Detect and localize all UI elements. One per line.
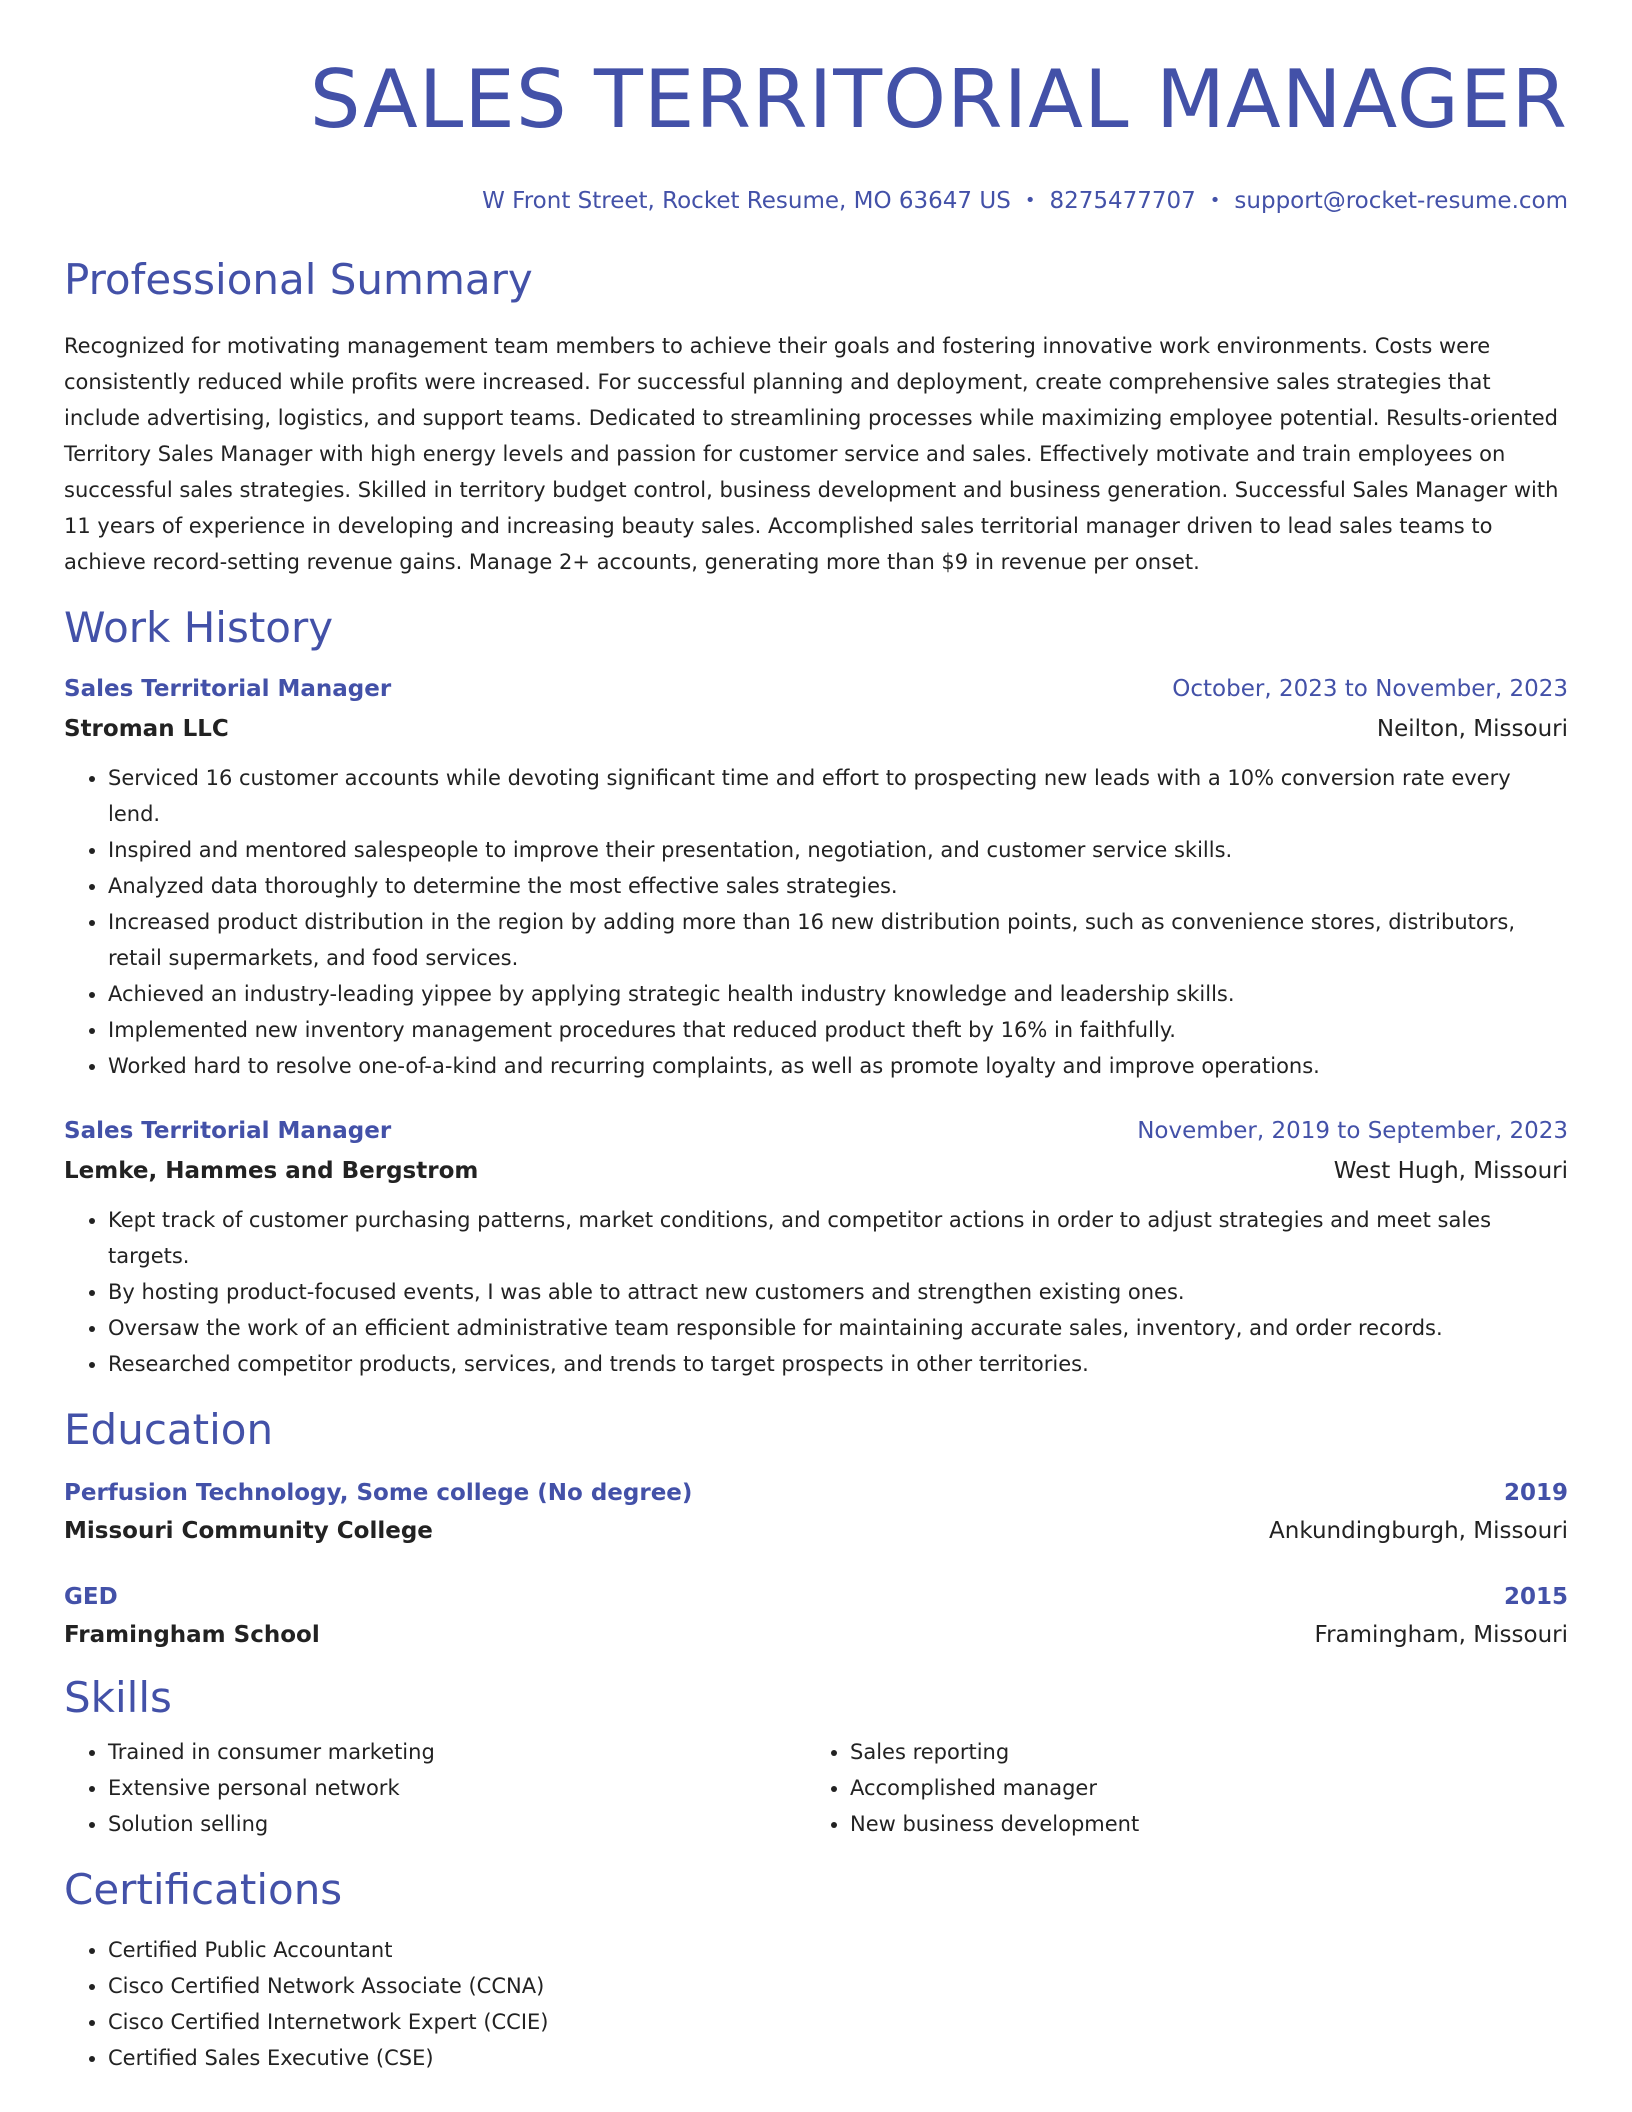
job-title: Sales Territorial Manager [64,1118,392,1144]
skills-column-right [806,1734,1548,1842]
skill-item: • Solution selling [108,1806,806,1842]
job-company: Stroman LLC [64,716,229,742]
certifications-list [64,1932,1568,2076]
skills-column-left [64,1734,806,1842]
contact-line [64,186,1568,216]
skill-item: • Sales reporting [850,1734,1548,1770]
education-school: Missouri Community College [64,1518,433,1544]
job-bullet: • Oversaw the work of an efficient administrative team responsible for maintaining accurate sales, inventory, and order records. [108,1310,1568,1346]
job-dates: October, 2023 to November, 2023 [1172,676,1568,702]
education-location: Framingham, Missouri [1314,1622,1568,1648]
resume-name: SALES TERRITORIAL MANAGER [309,53,1568,146]
job-dates: November, 2019 to September, 2023 [1137,1118,1568,1144]
job-company: Lemke, Hammes and Bergstrom [64,1158,479,1184]
education-location: Ankundingburgh, Missouri [1269,1518,1568,1544]
education-year: 2015 [1503,1584,1568,1610]
summary-text: Recognized for motivating management team members to achieve their goals and fostering innovative work environments. Costs were consistently reduced while profits were increased. For successful planning and deployment, create comprehensive sales strategies that include advertising, logistics, and support teams. Dedicated to streamlining processes while maximizing employee potential. Results-oriented Territory Sales Manager with high energy levels and passion for customer service and sales. Effectively motivate and train employees on successful sales strategies. Skilled in territory budget control, business development and business generation. Successful Sales Manager with 11 years of experience in developing and increasing beauty sales. Accomplished sales territorial manager driven to lead sales teams to achieve record-setting revenue gains. Manage 2+ accounts, generating more than $9 in revenue per onset. [64,334,1559,574]
education-entry [64,1478,1568,1546]
education-degree: Perfusion Technology, Some college (No degree) [64,1480,693,1506]
skill-item: • New business development [850,1806,1548,1842]
skills-heading: Skills [64,1673,172,1722]
job-bullet: • By hosting product-focused events, I was able to attract new customers and strengthen existing ones. [108,1274,1568,1310]
job-bullet: • Worked hard to resolve one-of-a-kind and recurring complaints, as well as promote loyalty and improve operations. [108,1048,1568,1084]
contact-separator: • [1024,190,1036,211]
job-bullets [64,1202,1568,1382]
certification-item: • Certified Public Accountant [108,1932,1568,1968]
job-bullet: • Researched competitor products, services, and trends to target prospects in other territories. [108,1346,1568,1382]
certification-item: • Certified Sales Executive (CSE) [108,2040,1568,2076]
education-heading: Education [64,1405,274,1454]
certification-item: • Cisco Certified Network Associate (CCNA) [108,1968,1568,2004]
skill-item: • Trained in consumer marketing [108,1734,806,1770]
certifications-heading: Certifications [64,1865,343,1914]
resume-page [64,0,1568,2076]
education-school: Framingham School [64,1622,320,1648]
job-bullet: • Kept track of customer purchasing patterns, market conditions, and competitor actions in order to adjust strategies and meet sales targets. [108,1202,1568,1274]
job-location: Neilton, Missouri [1376,716,1568,742]
job-location: West Hugh, Missouri [1333,1158,1568,1184]
work-history-heading: Work History [64,603,334,652]
education-year: 2019 [1503,1480,1568,1506]
job-bullets [64,760,1568,1084]
skill-item: • Extensive personal network [108,1770,806,1806]
resume-header [64,0,1568,216]
job-entry [64,674,1568,1084]
job-bullet: • Inspired and mentored salespeople to improve their presentation, negotiation, and customer service skills. [108,832,1568,868]
contact-phone: 8275477707 [1049,188,1196,214]
contact-address: W Front Street, Rocket Resume, MO 63647 US [482,188,1011,214]
contact-separator: • [1209,190,1221,211]
contact-email[interactable]: support@rocket-resume.com [1234,188,1568,214]
job-entry [64,1116,1568,1382]
education-entry [64,1582,1568,1650]
skills-grid [64,1734,1568,1842]
job-title: Sales Territorial Manager [64,676,392,702]
summary-heading: Professional Summary [64,255,533,304]
education-degree: GED [64,1584,118,1610]
skill-item: • Accomplished manager [850,1770,1548,1806]
job-bullet: • Increased product distribution in the region by adding more than 16 new distribution points, such as convenience stores, distributors, retail supermarkets, and food services. [108,904,1568,976]
job-bullet: • Achieved an industry-leading yippee by applying strategic health industry knowledge and leadership skills. [108,976,1568,1012]
job-bullet: • Implemented new inventory management procedures that reduced product theft by 16% in faithfully. [108,1012,1568,1048]
job-bullet: • Serviced 16 customer accounts while devoting significant time and effort to prospecting new leads with a 10% conversion rate every lend. [108,760,1568,832]
job-bullet: • Analyzed data thoroughly to determine the most effective sales strategies. [108,868,1568,904]
certification-item: • Cisco Certified Internetwork Expert (CCIE) [108,2004,1568,2040]
